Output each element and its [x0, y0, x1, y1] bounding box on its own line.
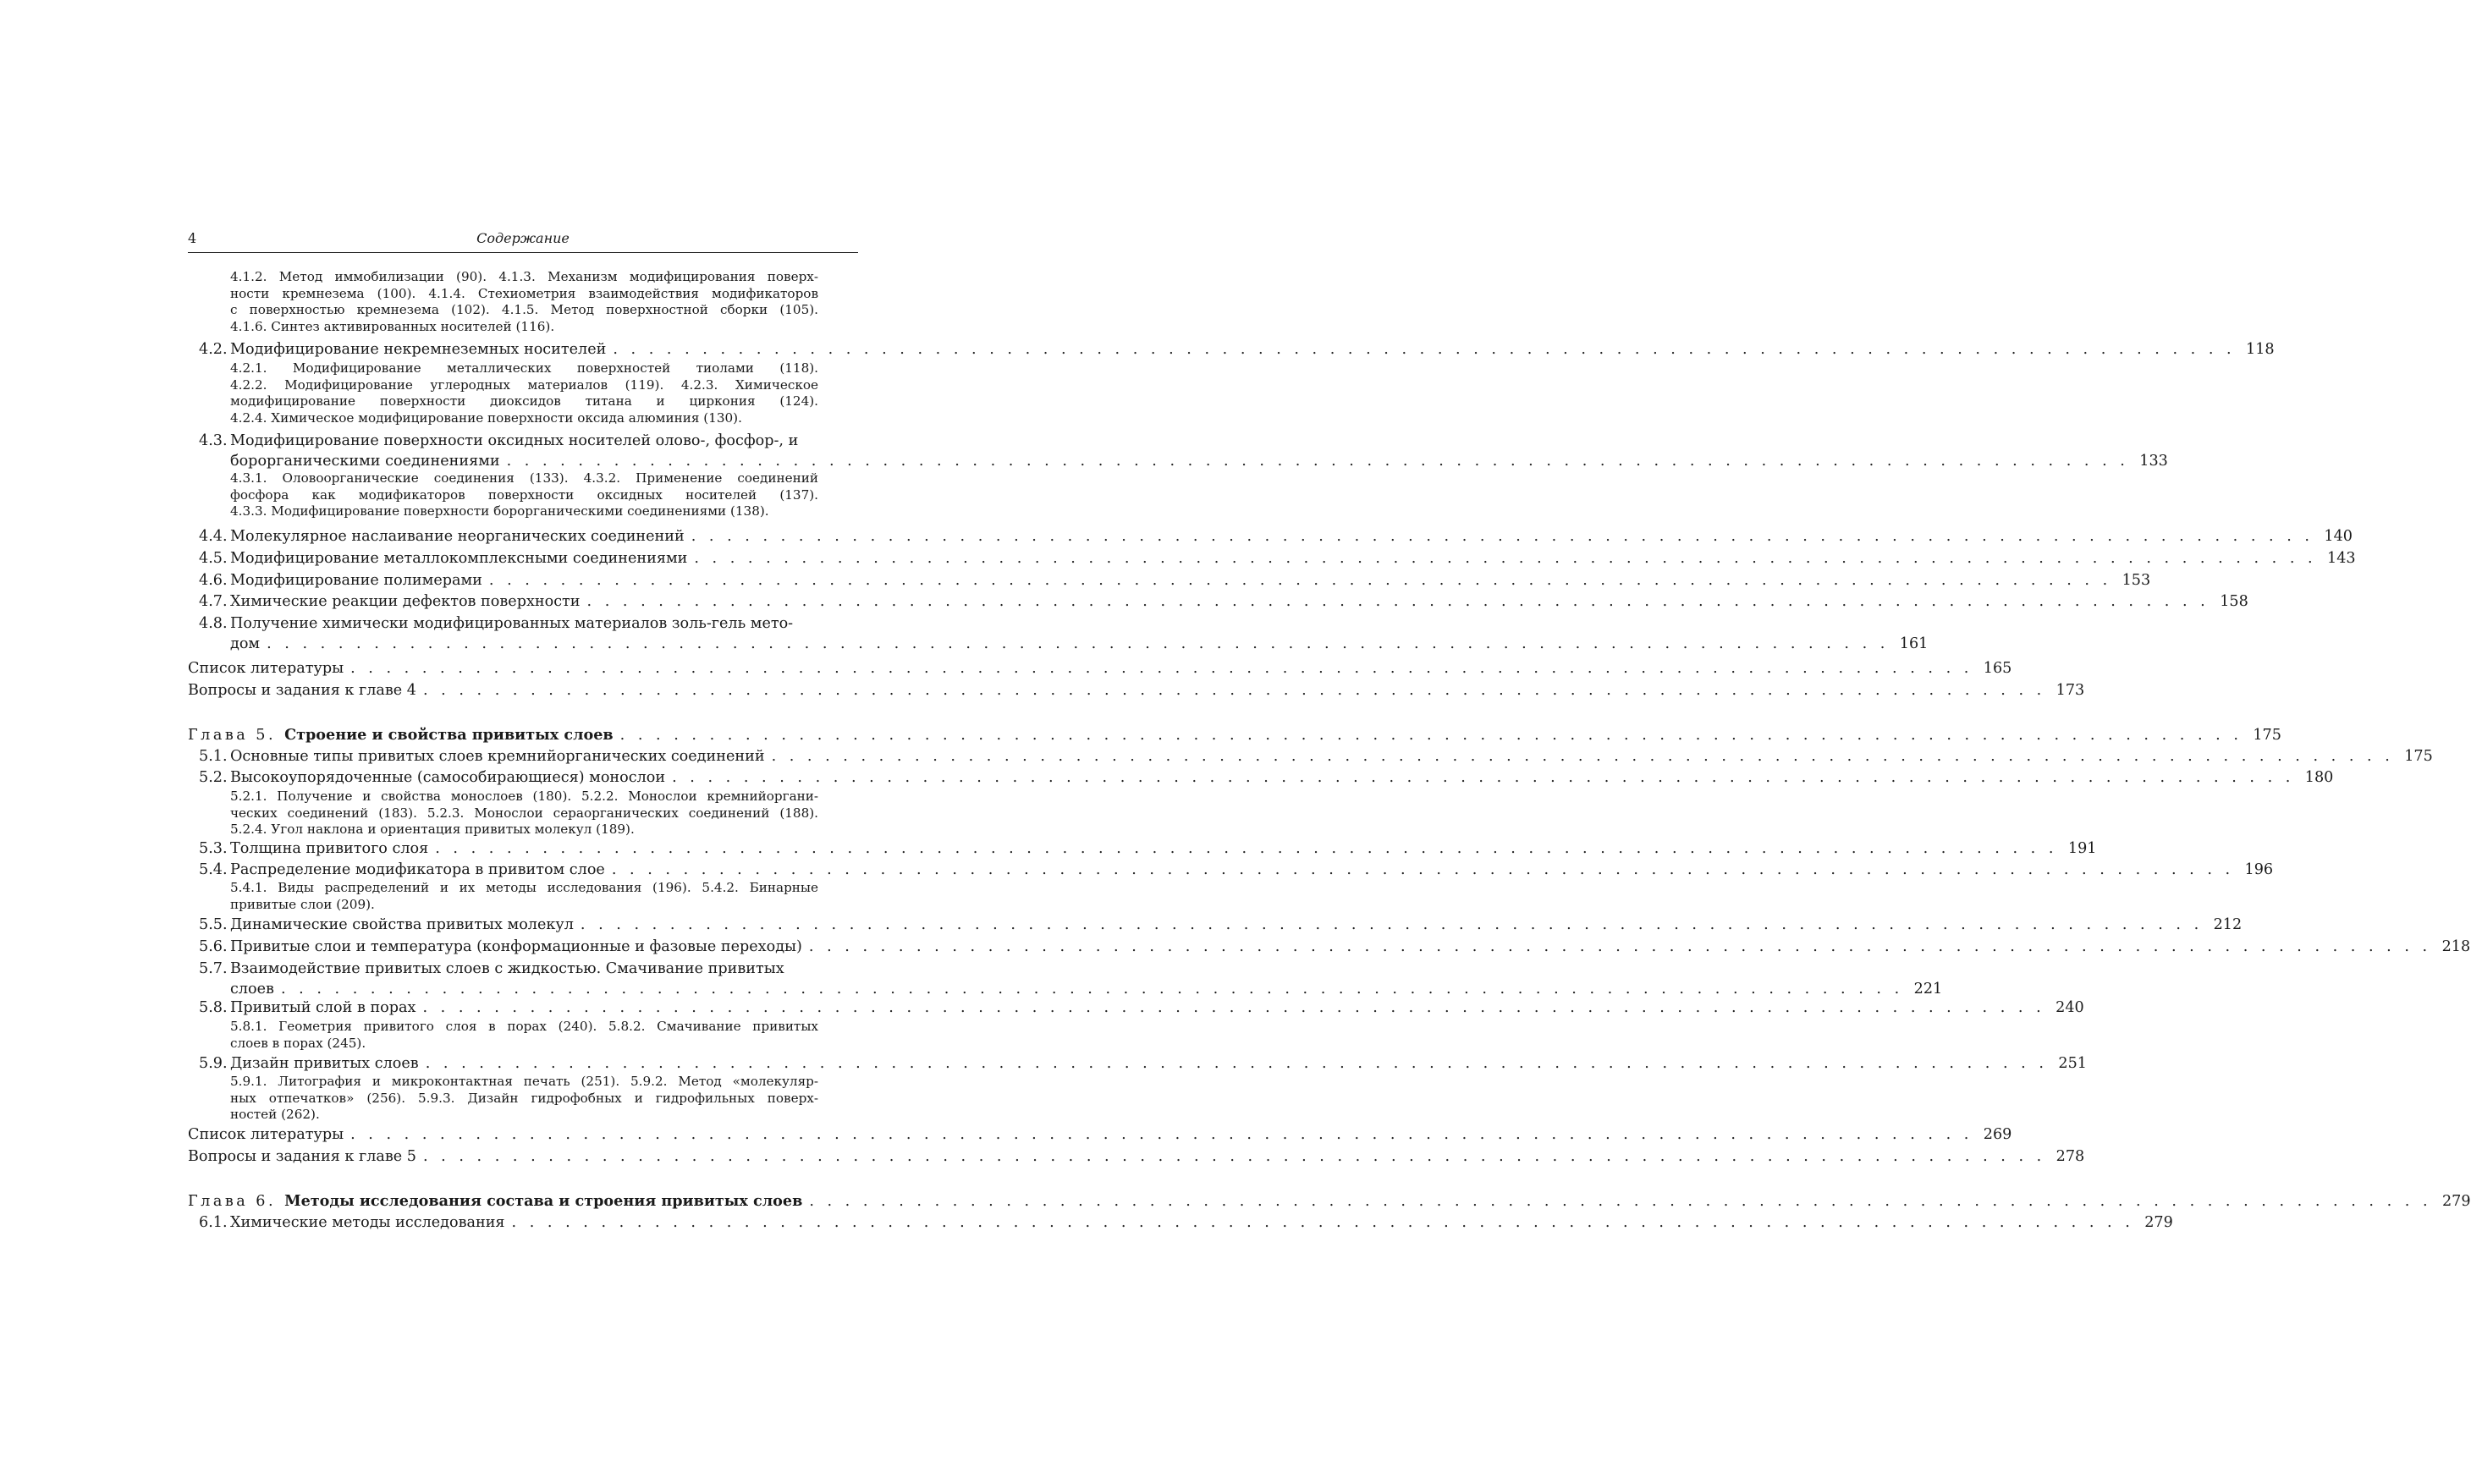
leader-dots: . . . . . . . . . . . . . . . . . . . . . . . . . . . . . . . . . . . . . . . . . . . . . . . . . . . . . . . . . . . . . . . . . . . . . . . . . . . . . . . . . . . . . . . . . . .	[267, 635, 1890, 652]
entry-number: 4.2.	[199, 341, 228, 358]
subsection-line: ностей (262).	[230, 1107, 320, 1122]
toc-entry-top	[188, 659, 2012, 678]
toc-entry-top	[188, 1125, 2012, 1144]
toc-entry	[188, 571, 2151, 590]
leader-dots: . . . . . . . . . . . . . . . . . . . . . . . . . . . . . . . . . . . . . . . . . . . . . . . . . . . . . . . . . . . . . . . . . . . . . . . . . . . . . . . . . . . . . . . . . . .	[423, 682, 2046, 699]
entry-number: 4.3.	[199, 432, 228, 449]
toc-entry	[188, 937, 2471, 956]
subsection-line: 4.3.1. Оловоорганические соединения (133). 4.3.2. Применение соединений	[230, 470, 818, 486]
entry-title: Список литературы	[188, 660, 344, 677]
leader-dots: . . . . . . . . . . . . . . . . . . . . . . . . . . . . . . . . . . . . . . . . . . . . . . . . . . . . . . . . . . . . . . . . . . . . . . . . . . . . . . . . . . . . . . . . . . .	[423, 1148, 2046, 1165]
page-ref: 175	[2253, 727, 2281, 744]
entry-number: 5.1.	[199, 748, 228, 765]
entry-title-cont: борорганическими соединениями	[230, 453, 500, 470]
page-ref: 279	[2144, 1214, 2173, 1231]
entry-title: Толщина привитого слоя	[230, 840, 429, 857]
leader-dots: . . . . . . . . . . . . . . . . . . . . . . . . . . . . . . . . . . . . . . . . . . . . . . . . . . . . . . . . . . . . . . . . . . . . . . . . . . . . . . . . . . . . . . . . . . .	[350, 660, 1973, 677]
entry-title: Привитые слои и температура (конформационные и фазовые переходы)	[230, 938, 802, 955]
subsection-line: слоев в порах (245).	[230, 1035, 366, 1051]
toc-entry	[188, 340, 2275, 359]
page-ref: 212	[2213, 916, 2243, 933]
leader-dots: . . . . . . . . . . . . . . . . . . . . . . . . . . . . . . . . . . . . . . . . . . . . . . . . . . . . . . . . . . . . . . . . . . . . . . . . . . . . . . . . . . . . . . . . . . .	[580, 916, 2204, 933]
page-ref: 165	[1983, 660, 2012, 677]
entry-continuation	[230, 635, 1929, 653]
subsection-line: 4.2.2. Модифицирование углеродных материалов (119). 4.2.3. Химическое	[230, 376, 818, 393]
entry-number: 5.4.	[199, 861, 228, 878]
page-ref: 221	[1913, 981, 1943, 998]
subsection-line: 5.8.1. Геометрия привитого слоя в порах (240). 5.8.2. Смачивание привитых	[230, 1019, 818, 1034]
subsection-list	[230, 1019, 818, 1052]
leader-dots: . . . . . . . . . . . . . . . . . . . . . . . . . . . . . . . . . . . . . . . . . . . . . . . . . . . . . . . . . . . . . . . . . . . . . . . . . . . . . . . . . . . . . . . . . . .	[350, 1126, 1973, 1143]
entry-number: 4.8.	[199, 615, 228, 632]
entry-number: 4.6.	[199, 572, 228, 589]
entry-title: Модифицирование металлокомплексными соединениями	[230, 550, 688, 567]
page-ref: 251	[2058, 1055, 2087, 1072]
entry-number: 4.7.	[199, 593, 228, 610]
subsection-line: 4.3.3. Модифицирование поверхности борорганическими соединениями (138).	[230, 503, 769, 519]
entry-title: Динамические свойства привитых молекул	[230, 916, 574, 933]
entry-number: 5.5.	[199, 916, 228, 933]
subsection-line: 4.2.1. Модифицирование металлических поверхностей тиолами (118).	[230, 360, 818, 376]
entry-title: Вопросы и задания к главе 5	[188, 1148, 416, 1165]
leader-dots: . . . . . . . . . . . . . . . . . . . . . . . . . . . . . . . . . . . . . . . . . . . . . . . . . . . . . . . . . . . . . . . . . . . . . . . . . . . . . . . . . . . . . . . . . . .	[808, 938, 2432, 955]
entry-title: Привитый слой в порах	[230, 999, 416, 1016]
entry-number: 4.5.	[199, 550, 228, 567]
toc-entry	[188, 768, 2334, 787]
chapter-label: Глава 5.	[188, 727, 277, 744]
leader-dots: . . . . . . . . . . . . . . . . . . . . . . . . . . . . . . . . . . . . . . . . . . . . . . . . . . . . . . . . . . . . . . . . . . . . . . . . . . . . . . . . . . . . . . . . . . .	[425, 1055, 2048, 1072]
subsection-list	[230, 360, 818, 426]
entry-title: Вопросы и задания к главе 4	[188, 682, 416, 699]
entry-title: Молекулярное наслаивание неорганических соединений	[230, 528, 685, 545]
page-ref: 175	[2404, 748, 2433, 765]
entry-title: Список литературы	[188, 1126, 344, 1143]
leader-dots: . . . . . . . . . . . . . . . . . . . . . . . . . . . . . . . . . . . . . . . . . . . . . . . . . . . . . . . . . . . . . . . . . . . . . . . . . . . . . . . . . . . . . . . . . . .	[809, 1193, 2432, 1210]
page-ref: 173	[2055, 682, 2085, 699]
entry-number: 5.7.	[199, 960, 228, 977]
chapter-title: Методы исследования состава и строения привитых слоев	[284, 1192, 803, 1210]
toc-entry	[188, 1054, 2087, 1073]
leader-dots: . . . . . . . . . . . . . . . . . . . . . . . . . . . . . . . . . . . . . . . . . . . . . . . . . . . . . . . . . . . . . . . . . . . . . . . . . . . . . . . . . . . . . . . . . . .	[694, 550, 2317, 567]
page-ref: 279	[2441, 1193, 2471, 1210]
subsection-line: ческих соединений (183). 5.2.3. Монослои сераорганических соединений (188).	[230, 805, 818, 821]
toc-entry	[188, 998, 2084, 1017]
leader-dots: . . . . . . . . . . . . . . . . . . . . . . . . . . . . . . . . . . . . . . . . . . . . . . . . . . . . . . . . . . . . . . . . . . . . . . . . . . . . . . . . . . . . . . . . . . .	[619, 727, 2243, 744]
chapter-entry	[188, 726, 2281, 745]
entry-title: Получение химически модифицированных материалов золь-гель мето-	[230, 615, 794, 632]
entry-title-cont: дом	[230, 635, 261, 652]
page-ref: 196	[2244, 861, 2274, 878]
page-ref: 133	[2139, 453, 2168, 470]
entry-title: Химические методы исследования	[230, 1214, 505, 1231]
entry-number: 5.3.	[199, 840, 228, 857]
entry-title: Распределение модификатора в привитом слое	[230, 861, 605, 878]
leader-dots: . . . . . . . . . . . . . . . . . . . . . . . . . . . . . . . . . . . . . . . . . . . . . . . . . . . . . . . . . . . . . . . . . . . . . . . . . . . . . . . . . . . . . . . . . . .	[488, 572, 2112, 589]
subsection-line: 4.1.2. Метод иммобилизации (90). 4.1.3. Механизм модифицирования поверх-	[230, 269, 818, 284]
toc-entry	[188, 747, 2433, 766]
toc-entry	[188, 431, 858, 450]
entry-title: Взаимодействие привитых слоев с жидкостью. Смачивание привитых	[230, 960, 784, 977]
leader-dots: . . . . . . . . . . . . . . . . . . . . . . . . . . . . . . . . . . . . . . . . . . . . . . . . . . . . . . . . . . . . . . . . . . . . . . . . . . . . . . . . . . . . . . . . . . .	[435, 840, 2058, 857]
chapter-entry	[188, 1192, 2471, 1211]
toc-entry	[188, 614, 858, 633]
entry-continuation	[230, 980, 1943, 998]
page-ref: 158	[2220, 593, 2248, 610]
entry-title: Модифицирование поверхности оксидных носителей олово-, фосфор-, и	[230, 432, 799, 449]
subsection-line: модифицирование поверхности диоксидов титана и циркония (124).	[230, 393, 818, 409]
subsection-list	[230, 470, 818, 520]
chapter-title: Строение и свойства привитых слоев	[284, 726, 614, 744]
entry-number: 6.1.	[199, 1214, 228, 1231]
page-ref: 240	[2055, 999, 2084, 1016]
toc-entry	[188, 860, 2274, 879]
entry-title: Модифицирование полимерами	[230, 572, 482, 589]
entry-number: 5.8.	[199, 999, 228, 1016]
toc-entry	[188, 839, 2097, 858]
page-ref: 153	[2122, 572, 2151, 589]
subsection-line: 5.9.1. Литография и микроконтактная печать (251). 5.9.2. Метод «молекуляр-	[230, 1074, 818, 1089]
entry-number: 4.4.	[199, 528, 228, 545]
subsection-line: 5.2.1. Получение и свойства монослоев (180). 5.2.2. Монослои кремнийоргани-	[230, 789, 818, 804]
entry-number: 5.9.	[199, 1055, 228, 1072]
toc-entry	[188, 527, 2353, 546]
entry-title: Высокоупорядоченные (самособирающиеся) монослои	[230, 769, 666, 786]
page-ref: 191	[2067, 840, 2097, 857]
subsection-line: привитые слои (209).	[230, 896, 375, 912]
leader-dots: . . . . . . . . . . . . . . . . . . . . . . . . . . . . . . . . . . . . . . . . . . . . . . . . . . . . . . . . . . . . . . . . . . . . . . . . . . . . . . . . . . . . . . . . . . .	[611, 861, 2235, 878]
subsection-line: 5.4.1. Виды распределений и их методы исследования (196). 5.4.2. Бинарные	[230, 880, 818, 895]
subsection-list	[230, 1074, 818, 1124]
leader-dots: . . . . . . . . . . . . . . . . . . . . . . . . . . . . . . . . . . . . . . . . . . . . . . . . . . . . . . . . . . . . . . . . . . . . . . . . . . . . . . . . . . . . . . . . . . .	[422, 999, 2045, 1016]
page-ref: 140	[2324, 528, 2353, 545]
subsection-line: ности кремнезема (100). 4.1.4. Стехиометрия взаимодействия модификаторов	[230, 285, 818, 301]
leader-dots: . . . . . . . . . . . . . . . . . . . . . . . . . . . . . . . . . . . . . . . . . . . . . . . . . . . . . . . . . . . . . . . . . . . . . . . . . . . . . . . . . . . . . . . . . . .	[506, 453, 2129, 470]
toc-entry-top	[188, 1147, 2085, 1166]
page-ref: 180	[2304, 769, 2334, 786]
running-header	[188, 228, 858, 253]
toc-entry	[188, 915, 2243, 934]
page-ref: 218	[2441, 938, 2471, 955]
subsection-line: 4.1.6. Синтез активированных носителей (116).	[230, 318, 555, 334]
entry-title: Химические реакции дефектов поверхности	[230, 593, 581, 610]
entry-title: Модифицирование некремнеземных носителей	[230, 341, 607, 358]
entry-number: 5.2.	[199, 769, 228, 786]
subsection-list	[230, 880, 818, 913]
page-ref: 118	[2246, 341, 2275, 358]
page-ref: 278	[2055, 1148, 2085, 1165]
subsection-list	[230, 789, 818, 838]
entry-title-cont: слоев	[230, 981, 274, 998]
subsection-line: 5.2.4. Угол наклона и ориентация привитых молекул (189).	[230, 822, 635, 837]
subsection-line: с поверхностью кремнезема (102). 4.1.5. Метод поверхностной сборки (105).	[230, 302, 818, 317]
subsection-line: фосфора как модификаторов поверхности оксидных носителей (137).	[230, 486, 818, 503]
entry-continuation	[230, 452, 2168, 470]
toc-entry	[188, 549, 2356, 568]
entry-title: Основные типы привитых слоев кремнийорганических соединений	[230, 748, 765, 765]
entry-title: Дизайн привитых слоев	[230, 1055, 419, 1072]
page-number: 4	[188, 230, 197, 246]
chapter-label: Глава 6.	[188, 1193, 277, 1210]
toc-entry-top	[188, 681, 2085, 700]
subsection-line: ных отпечатков» (256). 5.9.3. Дизайн гидрофобных и гидрофильных поверх-	[230, 1090, 818, 1106]
running-title: Содержание	[476, 230, 570, 246]
page-ref: 143	[2327, 550, 2356, 567]
toc-entry	[188, 959, 858, 978]
page-ref: 269	[1983, 1126, 2012, 1143]
subsection-list	[230, 269, 818, 335]
toc-entry	[188, 592, 2248, 611]
subsection-line: 4.2.4. Химическое модифицирование поверхности оксида алюминия (130).	[230, 409, 742, 426]
toc-entry	[188, 1213, 2173, 1232]
entry-number: 5.6.	[199, 938, 228, 955]
leader-dots: . . . . . . . . . . . . . . . . . . . . . . . . . . . . . . . . . . . . . . . . . . . . . . . . . . . . . . . . . . . . . . . . . . . . . . . . . . . . . . . . . . . . . . . . . . .	[691, 528, 2314, 545]
leader-dots: . . . . . . . . . . . . . . . . . . . . . . . . . . . . . . . . . . . . . . . . . . . . . . . . . . . . . . . . . . . . . . . . . . . . . . . . . . . . . . . . . . . . . . . . . . .	[613, 341, 2236, 358]
leader-dots: . . . . . . . . . . . . . . . . . . . . . . . . . . . . . . . . . . . . . . . . . . . . . . . . . . . . . . . . . . . . . . . . . . . . . . . . . . . . . . . . . . . . . . . . . . .	[771, 748, 2394, 765]
leader-dots: . . . . . . . . . . . . . . . . . . . . . . . . . . . . . . . . . . . . . . . . . . . . . . . . . . . . . . . . . . . . . . . . . . . . . . . . . . . . . . . . . . . . . . . . . . .	[511, 1214, 2134, 1231]
leader-dots: . . . . . . . . . . . . . . . . . . . . . . . . . . . . . . . . . . . . . . . . . . . . . . . . . . . . . . . . . . . . . . . . . . . . . . . . . . . . . . . . . . . . . . . . . . .	[280, 981, 1904, 998]
leader-dots: . . . . . . . . . . . . . . . . . . . . . . . . . . . . . . . . . . . . . . . . . . . . . . . . . . . . . . . . . . . . . . . . . . . . . . . . . . . . . . . . . . . . . . . . . . .	[586, 593, 2210, 610]
page-ref: 161	[1899, 635, 1929, 652]
leader-dots: . . . . . . . . . . . . . . . . . . . . . . . . . . . . . . . . . . . . . . . . . . . . . . . . . . . . . . . . . . . . . . . . . . . . . . . . . . . . . . . . . . . . . . . . . . .	[672, 769, 2295, 786]
